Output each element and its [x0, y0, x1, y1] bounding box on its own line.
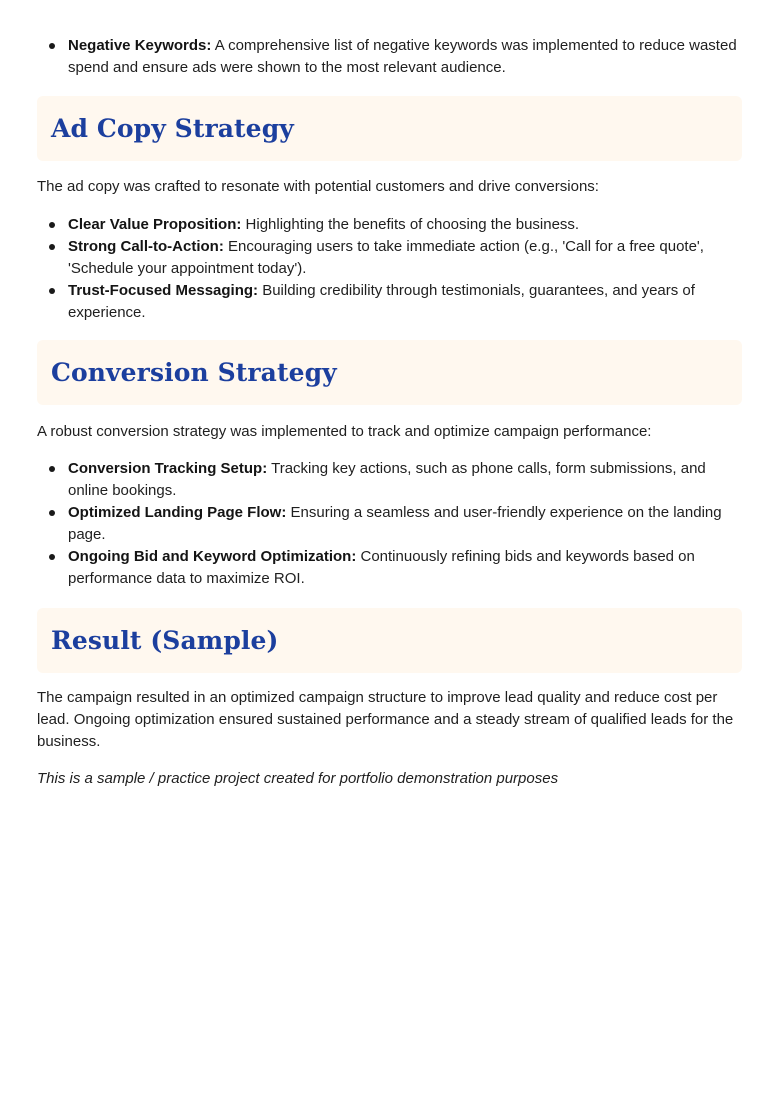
conversion-list — [37, 458, 742, 590]
list-item-term: Negative Keywords: — [68, 37, 212, 54]
conversion-section-header — [37, 340, 742, 405]
bullet-icon — [49, 244, 55, 250]
list-item-term: Clear Value Proposition: — [68, 216, 242, 233]
sample-disclaimer: This is a sample / practice project created for portfolio demonstration purposes — [37, 770, 559, 787]
bullet-icon — [49, 222, 55, 228]
ad-copy-section-header — [37, 96, 742, 161]
list-item — [37, 214, 742, 236]
list-item-term: Ongoing Bid and Keyword Optimization: — [68, 548, 357, 565]
ad-copy-intro: The ad copy was crafted to resonate with potential customers and drive conversions: — [37, 178, 599, 195]
result-section-header — [37, 608, 742, 673]
list-item — [37, 236, 742, 280]
result-body: The campaign resulted in an optimized campaign structure to improve lead quality and reduce cost per lead. Ongoing optimization ensured sustained performance and a steady stream of qualified leads for the business. — [37, 689, 734, 750]
conversion-intro: A robust conversion strategy was implemented to track and optimize campaign performance: — [37, 423, 652, 440]
list-item — [37, 546, 742, 590]
ad-copy-list — [37, 214, 742, 324]
list-item-text: Continuously refining bids and keywords based on performance data to maximize ROI. — [68, 548, 695, 587]
list-item-text: Tracking key actions, such as phone calls, form submissions, and online bookings. — [68, 460, 706, 499]
list-item-text: Encouraging users to take immediate action (e.g., 'Call for a free quote', 'Schedule your appointment today'). — [68, 238, 704, 277]
conversion-heading: Conversion Strategy — [51, 358, 337, 387]
list-item-text: Building credibility through testimonials, guarantees, and years of experience. — [68, 282, 695, 321]
bullet-icon — [49, 288, 55, 294]
list-item-text: Ensuring a seamless and user-friendly experience on the landing page. — [68, 504, 722, 543]
bullet-icon — [49, 510, 55, 516]
list-item — [37, 458, 742, 502]
list-item-term: Optimized Landing Page Flow: — [68, 504, 287, 521]
list-item-term: Trust-Focused Messaging: — [68, 282, 259, 299]
list-item — [37, 35, 742, 79]
list-item-text: A comprehensive list of negative keywords was implemented to reduce wasted spend and ensure ads were shown to the most relevant audience. — [68, 37, 737, 76]
list-item-text: Highlighting the benefits of choosing the business. — [241, 216, 580, 233]
ad-copy-heading: Ad Copy Strategy — [51, 114, 294, 143]
negative-keywords-list — [37, 35, 742, 79]
bullet-icon — [49, 466, 55, 472]
bullet-icon — [49, 554, 55, 560]
list-item — [37, 502, 742, 546]
result-heading: Result (Sample) — [51, 626, 279, 655]
list-item-term: Conversion Tracking Setup: — [68, 460, 268, 477]
list-item — [37, 280, 742, 324]
bullet-icon — [49, 43, 55, 49]
list-item-term: Strong Call-to-Action: — [68, 238, 224, 255]
